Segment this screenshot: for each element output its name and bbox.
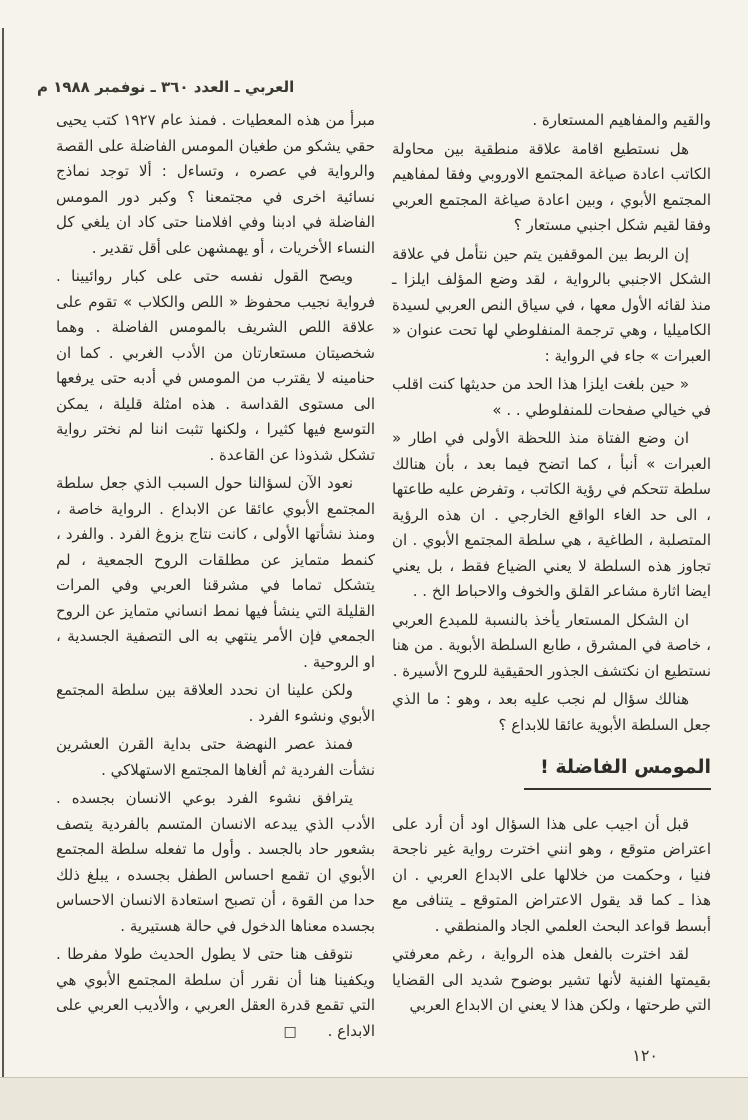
paragraph: فمنذ عصر النهضة حتى بداية القرن العشرين نشأت الفردية ثم ألغاها المجتمع الاستهلاكي .	[56, 735, 375, 779]
paragraph: ولكن علينا ان نحدد العلاقة بين سلطة المجتمع الأبوي ونشوء الفرد .	[56, 681, 375, 725]
paragraph: هل نستطيع اقامة علاقة منطقية بين محاولة الكاتب اعادة صياغة المجتمع الاوروبي وفقا لمفاهيم المجتمع الأبوي ، وبين اعادة صياغة المجتمع العربي وفقا لقيم شكل اجنبي مستعار ؟	[392, 139, 711, 234]
left-column	[56, 108, 375, 1048]
page-number: ١٢٠	[632, 1046, 658, 1065]
paragraph: مبرأ من هذه المعطيات . فمنذ عام ١٩٢٧ كتب يحيى حقي يشكو من طغيان المومس الفاضلة على القصة والرواية في عصره ، وتساءل : ألا توجد نماذج نسائية اخرى في مجتمعنا ؟ وكبر دور المومس الفاضلة في ادبنا وفي افلامنا حتى كاد ان يلغي كل النساء الأخريات ، أو يهمشهن على أقل تقدير .	[56, 111, 375, 257]
paragraph: قبل أن اجيب على هذا السؤال اود أن أرد على اعتراض متوقع ، وهو انني اخترت رواية غير ناجحة فنيا ، وحكمت من خلالها على الابداع العربي . ان هذا ـ كما قد يقول الاعتراض المتوقع ـ يتنافى مع أبسط قواعد البحث العلمي الجاد والمنطقي .	[392, 814, 711, 935]
closing-paragraph-text: نتوقف هنا حتى لا يطول الحديث طولا مفرطا . ويكفينا هنا أن نقرر أن سلطة المجتمع الأبوي هي التي تقمع قدرة العقل العربي ، والأديب العربي على الابداع .	[56, 945, 375, 1040]
magazine-issue-title: العربي ـ العدد ٣٦٠ ـ نوفمبر ١٩٨٨ م	[37, 78, 295, 96]
paragraph: يترافق نشوء الفرد بوعي الانسان بجسده . الأدب الذي يبدعه الانسان المتسم بالفردية يتصف بشعور حاد بالجسد . وأول ما تفعله سلطة المجتمع الأبوي ان تقمع احساس الطفل بجسده ، يبلغ ذلك حدا من القوة ، أن تصبح استعادة الانسان الاحساس بجسده معناها الدخول في حالة هستيرية .	[56, 789, 375, 935]
paragraph: ويصح القول نفسه حتى على كبار روائيينا . فرواية نجيب محفوظ « اللص والكلاب » تقوم على علاقة اللص الشريف بالمومس الفاضلة . وهما شخصيتان مستعارتان من الأدب الغربي . كما ان حنامينه لا يقترب من المومس في أدبه حتى يرفعها الى مستوى القداسة . هذه امثلة قليلة ، يمكن التوسع فيها كثيرا ، ولكنها تثبت اننا لم نختر رواية تشكل شذوذا عن القاعدة .	[56, 267, 375, 464]
end-of-article-mark: □	[283, 1023, 297, 1040]
scan-bottom-edge	[0, 1077, 748, 1120]
closing-paragraph	[56, 942, 375, 1045]
paragraph: لقد اخترت بالفعل هذه الرواية ، رغم معرفتي بقيمتها الفنية لأنها تشير بوضوح شديد الى القضايا التي طرحتها ، ولكن هذا لا يعني ان الابداع العربي	[392, 945, 711, 1015]
page-header	[37, 78, 711, 96]
section-heading	[392, 756, 711, 790]
paragraph: هنالك سؤال لم نجب عليه بعد ، وهو : ما الذي جعل السلطة الأبوية عائقا للابداع ؟	[392, 690, 711, 734]
article-body	[56, 108, 711, 1048]
paragraph: والقيم والمفاهيم المستعارة .	[532, 111, 711, 129]
section-heading-text: المومس الفاضلة !	[524, 756, 711, 790]
paragraph: ان وضع الفتاة منذ اللحظة الأولى في اطار « العبرات » أنبأ ، كما اتضح فيما بعد ، بأن هنالك سلطة تتحكم في رؤية الكاتب ، وتفرض عليه طاعتها ، الى حد الغاء الواقع الخارجي . ان هذه الرؤية المتصلبة ، الطاغية ، هي سلطة المجتمع الأبوي . ان تجاوز هذه السلطة لا يعني الضياع فقط ، بل يعني ايضا اثارة مشاعر القلق والخوف والاحباط الخ . .	[392, 429, 711, 600]
paragraph: إن الربط بين الموقفين يتم حين نتأمل في علاقة الشكل الاجنبي بالرواية ، لقد وضع المؤلف ايلزا ـ منذ لقائه الأول معها ، في سياق النص العربي لسيدة الكاميليا ، وهي ترجمة المنفلوطي لها تحت عنوان « العبرات » جاء في الرواية :	[392, 244, 711, 365]
paragraph: نعود الآن لسؤالنا حول السبب الذي جعل سلطة المجتمع الأبوي عائقا عن الابداع . الرواية خاصة ، ومنذ نشأتها الأولى ، كانت نتاج بزوغ الفرد . والفرد ، كنمط متمايز عن مطلقات الروح الجمعية ، لم يتشكل تماما في مشرقنا العربي وفي المرات القليلة التي ينشأ فيها نمط انساني متمايز عن الروح الجمعي فإن الأمر ينتهي به الى التصفية الجسدية ، او الروحية .	[56, 474, 375, 671]
quote-paragraph: « حين بلغت ايلزا هذا الحد من حديثها كنت اقلب في خيالي صفحات للمنفلوطي . . »	[392, 375, 711, 419]
right-column	[392, 108, 711, 1048]
paragraph: ان الشكل المستعار يأخذ بالنسبة للمبدع العربي ، خاصة في المشرق ، طابع السلطة الأبوية . من هنا نستطيع ان نكتشف الجذور الحقيقية للروح الأسيرة .	[392, 610, 711, 680]
page-left-rule	[2, 28, 4, 1078]
